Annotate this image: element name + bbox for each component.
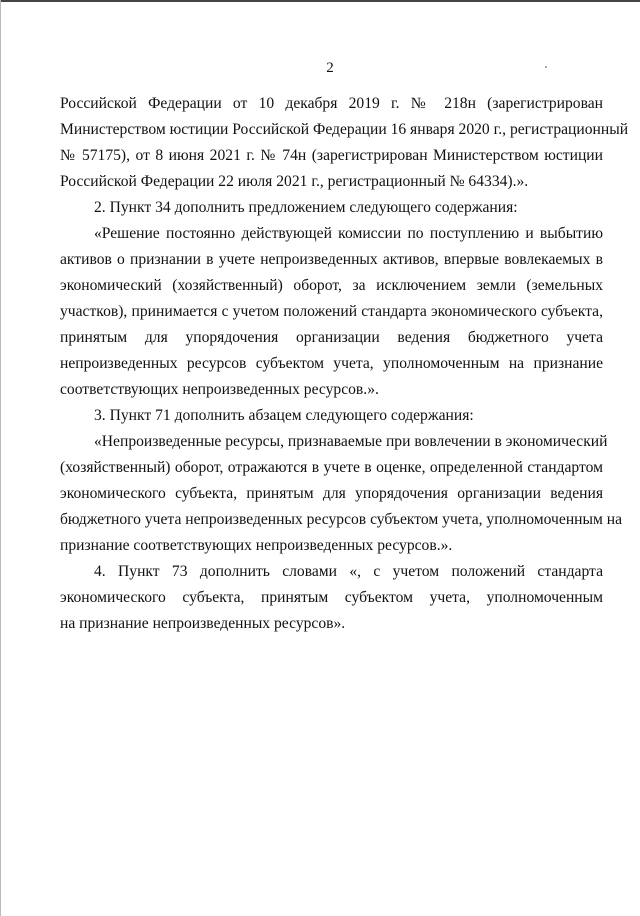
text-line: (хозяйственный) оборот, отражаются в учете в оценке, определенной стандартом bbox=[60, 459, 603, 476]
text-line: Российской Федерации 22 июля 2021 г., регистрационный № 64334).». bbox=[60, 173, 529, 190]
scan-edge-top bbox=[0, 0, 640, 2]
paragraph-3-heading: 3. Пункт 71 дополнить абзацем следующего содержания: bbox=[94, 407, 474, 424]
text-line: № 57175), от 8 июня 2021 г. № 74н (зарегистрирован Министерством юстиции bbox=[60, 147, 603, 164]
scan-edge-left bbox=[0, 0, 1, 916]
text-line: принятым для упорядочения организации ведения бюджетного учета bbox=[60, 329, 603, 346]
text-line: непроизведенных ресурсов субъектом учета, уполномоченным на признание bbox=[60, 355, 603, 372]
text-line: экономического субъекта, принятым субъектом учета, уполномоченным bbox=[60, 589, 603, 606]
scan-speck bbox=[545, 66, 547, 68]
text-line: Российской Федерации от 10 декабря 2019 г. № 218н (зарегистрирован bbox=[60, 95, 603, 112]
text-line: на признание непроизведенных ресурсов». bbox=[60, 615, 346, 632]
text-line: Министерством юстиции Российской Федерации 16 января 2020 г., регистрационный bbox=[60, 121, 629, 138]
text-line: бюджетного учета непроизведенных ресурсов субъектом учета, уполномоченным на bbox=[60, 511, 623, 528]
text-line: признание соответствующих непроизведенных ресурсов.». bbox=[60, 537, 453, 554]
text-line: активов о признании в учете непроизведенных активов, впервые вовлекаемых в bbox=[60, 251, 603, 268]
page-number: 2 bbox=[326, 60, 334, 76]
paragraph-2-heading: 2. Пункт 34 дополнить предложением следующего содержания: bbox=[94, 199, 518, 216]
text-line: соответствующих непроизведенных ресурсов.». bbox=[60, 381, 379, 398]
text-line: «Решение постоянно действующей комиссии по поступлению и выбытию bbox=[94, 225, 603, 242]
paragraph-4-heading: 4. Пункт 73 дополнить словами «, с учетом положений стандарта bbox=[94, 563, 603, 580]
text-line: экономического субъекта, принятым для упорядочения организации ведения bbox=[60, 485, 603, 502]
text-line: экономический (хозяйственный) оборот, за исключением земли (земельных bbox=[60, 277, 603, 294]
text-line: «Непроизведенные ресурсы, признаваемые при вовлечении в экономический bbox=[94, 433, 608, 450]
text-line: участков), принимается с учетом положений стандарта экономического субъекта, bbox=[60, 303, 603, 320]
